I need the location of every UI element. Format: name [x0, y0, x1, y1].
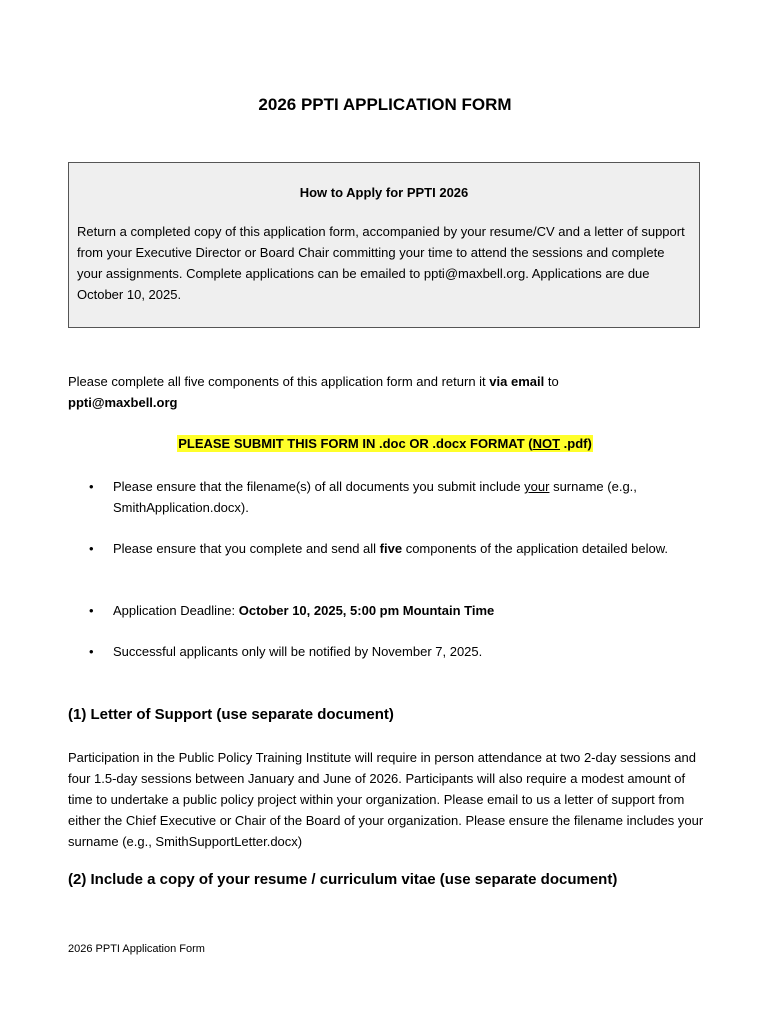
notice-after: .pdf) [560, 436, 592, 451]
bullet-bold: five [379, 541, 403, 556]
intro-via-email: via email [489, 374, 545, 389]
page-footer: 2026 PPTI Application Form [68, 943, 205, 955]
bullet-icon: • [89, 603, 94, 618]
bullet-text-after: surname (e.g., SmithApplication.docx). [113, 479, 637, 515]
section1-heading: (1) Letter of Support (use separate document) [68, 706, 394, 723]
bullet-icon: • [89, 644, 94, 659]
intro-text-before: Please complete all five components of this application form and return it [68, 374, 490, 389]
how-to-apply-body: Return a completed copy of this application form, accompanied by your resume/CV and a letter of support from your Executive Director or Board Chair committing your time to attend the sessions and complete your assignments. Complete applications can be emailed to ppti@maxbell.org. Applications are due October 10, 2025. [77, 224, 685, 302]
instructions-list [68, 476, 688, 682]
format-notice-highlight [177, 435, 593, 452]
bullet-underlined: your [524, 479, 550, 494]
section1-body: Participation in the Public Policy Training Institute will require in person attendance at two 2-day sessions and four 1.5-day sessions between January and June of 2026. Participants will also require a modest amount of time to undertake a public policy project within your organization. Please email to us a letter of support from either the Chief Executive or Chair of the Board of your organization. Please ensure the filename includes your surname (e.g., SmithSupportLetter.docx) [68, 750, 704, 849]
bullet-text: Successful applicants only will be notified by November 7, 2025. [113, 644, 483, 659]
bullet-icon: • [89, 479, 94, 494]
bullet-bold: October 10, 2025, 5:00 pm Mountain Time [238, 603, 495, 618]
list-item [68, 600, 688, 641]
intro-paragraph [68, 371, 708, 413]
notice-before: PLEASE SUBMIT THIS FORM IN .doc OR .docx FORMAT ( [178, 436, 533, 451]
notice-not: NOT [532, 436, 561, 451]
page-title: 2026 PPTI APPLICATION FORM [258, 95, 512, 114]
how-to-apply-heading: How to Apply for PPTI 2026 [299, 185, 469, 200]
list-item [68, 641, 688, 682]
list-item [68, 538, 688, 600]
bullet-text: Please ensure that the filename(s) of all documents you submit include [113, 479, 525, 494]
bullet-text-after: components of the application detailed below. [402, 541, 669, 556]
bullet-icon: • [89, 541, 94, 556]
list-item [68, 476, 688, 538]
intro-email: ppti@maxbell.org [68, 395, 178, 410]
bullet-text: Application Deadline: [113, 603, 239, 618]
intro-text-after: to [544, 374, 559, 389]
section2-heading: (2) Include a copy of your resume / curriculum vitae (use separate document) [68, 871, 618, 888]
how-to-apply-box [68, 162, 700, 328]
bullet-text: Please ensure that you complete and send all [113, 541, 380, 556]
format-notice [0, 433, 770, 454]
